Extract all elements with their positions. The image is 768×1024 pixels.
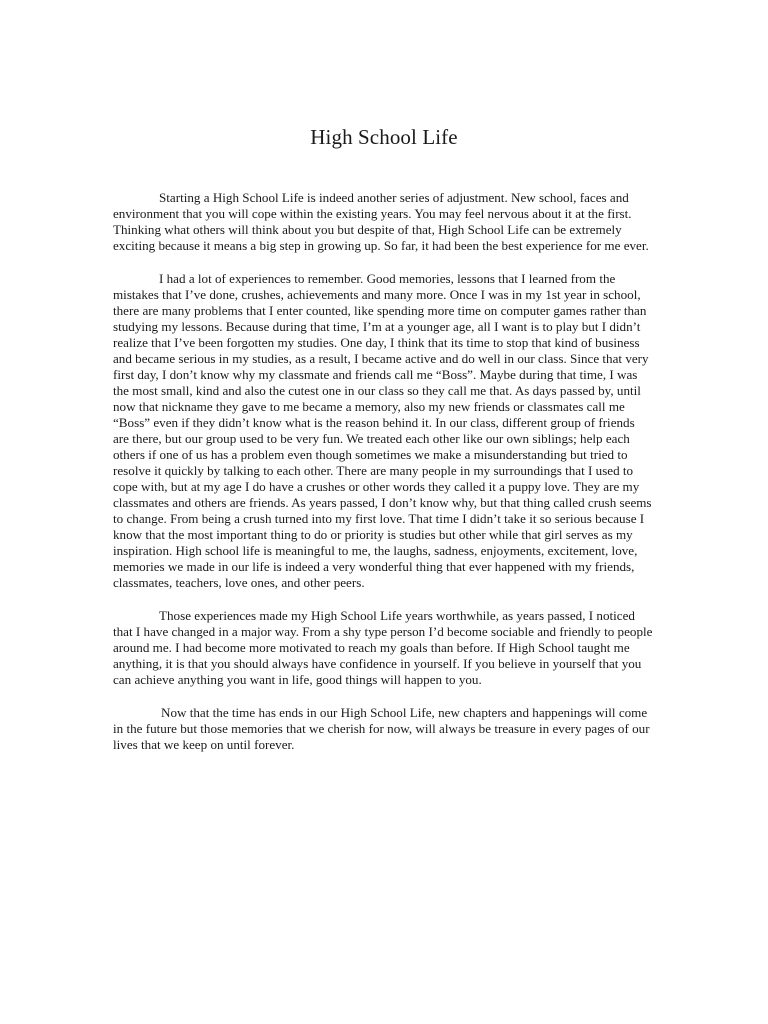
paragraph-2: I had a lot of experiences to remember. Good memories, lessons that I learned from the mistakes that I’ve done, crushes, achievements and many more. Once I was in my 1st year in school, there are many problems that I enter counted, like spending more time on computer games rather than studying my lessons. Because during that time, I’m at a younger age, all I want is to play but I didn’t realize that I’ve been forgotten my studies. One day, I think that its time to stop that kind of business and became serious in my studies, as a result, I became active and do well in our class. Since that very first day, I don’t know why my classmate and friends call me “Boss”. Maybe during that time, I was the most small, kind and also the cutest one in our class so they call me that. As days passed by, until now that nickname they gave to me became a memory, also my new friends or classmates call me “Boss” even if they didn’t know what is the reason behind it. In our class, different group of friends are there, but our group used to be very fun. We treated each other like our own siblings; help each others if one of us has a problem even though sometimes we make a misunderstanding but tried to resolve it quickly by talking to each other. There are many people in my surroundings that I used to cope with, but at my age I do have a crushes or other words they called it a puppy love. They are my classmates and others are friends. As years passed, I don’t know why, but that thing called crush seems to change. From being a crush turned into my first love. That time I didn’t take it so serious because I know that the most important thing to do or priority is studies but other while that girl serves as my inspiration. High school life is meaningful to me, the laughs, sadness, enjoyments, excitement, love, memories we made in our life is indeed a very wonderful thing that ever happened with my friends, classmates, teachers, love ones, and other peers. (113, 271, 652, 590)
paragraph-4: Now that the time has ends in our High School Life, new chapters and happenings will come in the future but those memories that we cherish for now, will always be treasure in every pages of our lives that we keep on until forever. (113, 705, 650, 752)
document-title: High School Life (310, 125, 458, 149)
paragraph-3: Those experiences made my High School Life years worthwhile, as years passed, I noticed that I have changed in a major way. From a shy type person I’d become sociable and friendly to people around me. I had become more motivated to reach my goals than before. If High School taught me anything, it is that you should always have confidence in yourself. If you believe in yourself that you can achieve anything you want in life, good things will happen to you. (113, 608, 653, 687)
paragraph-1: Starting a High School Life is indeed another series of adjustment. New school, faces and environment that you will cope within the existing years. You may feel nervous about it at the first. Thinking what others will think about you but despite of that, High School Life can be extremely exciting because it means a big step in growing up. So far, it had been the best experience for me ever. (113, 190, 649, 253)
document-body (113, 190, 653, 770)
